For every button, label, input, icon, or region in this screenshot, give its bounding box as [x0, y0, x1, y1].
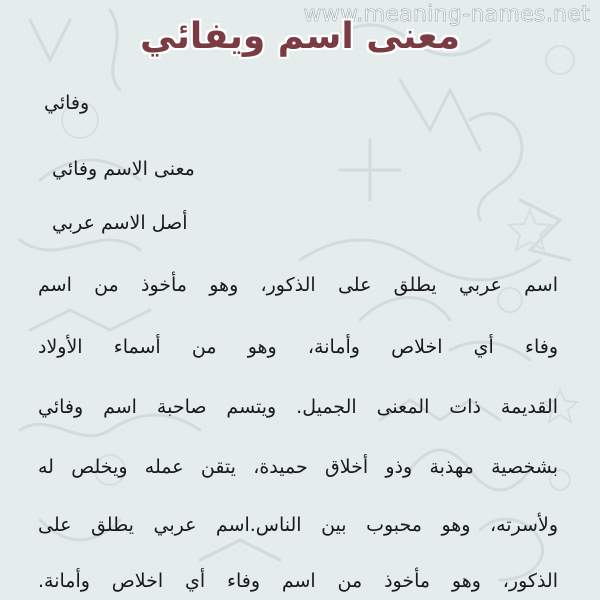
origin-label: أصل الاسم عربي	[52, 212, 188, 234]
description-line: الذكور، وهو مأخوذ من اسم وفاء أي اخلاص وأمانة.	[38, 570, 558, 592]
meaning-heading: معنى الاسم وفائي	[52, 158, 195, 180]
description-line: اسم عربي يطلق على الذكور، وهو مأخوذ من اسم	[38, 274, 558, 296]
description-line: بشخصية مهذبة وذو أخلاق حميدة، يتقن عمله ويخلص له	[38, 456, 558, 478]
page-title: معنى اسم ويفائي	[139, 16, 461, 57]
page-header	[0, 16, 600, 57]
description-line: القديمة ذات المعنى الجميل. ويتسم صاحبة اسم وفائي	[38, 396, 558, 418]
description-line: وفاء أي اخلاص وأمانة، وهو من أسماء الأولاد	[38, 336, 558, 358]
name-label: وفائي	[44, 92, 90, 114]
description-line: ولأسرته، وهو محبوب بين الناس.اسم عربي يطلق على	[38, 514, 558, 536]
site-watermark: www.meaning-names.net	[303, 2, 590, 27]
